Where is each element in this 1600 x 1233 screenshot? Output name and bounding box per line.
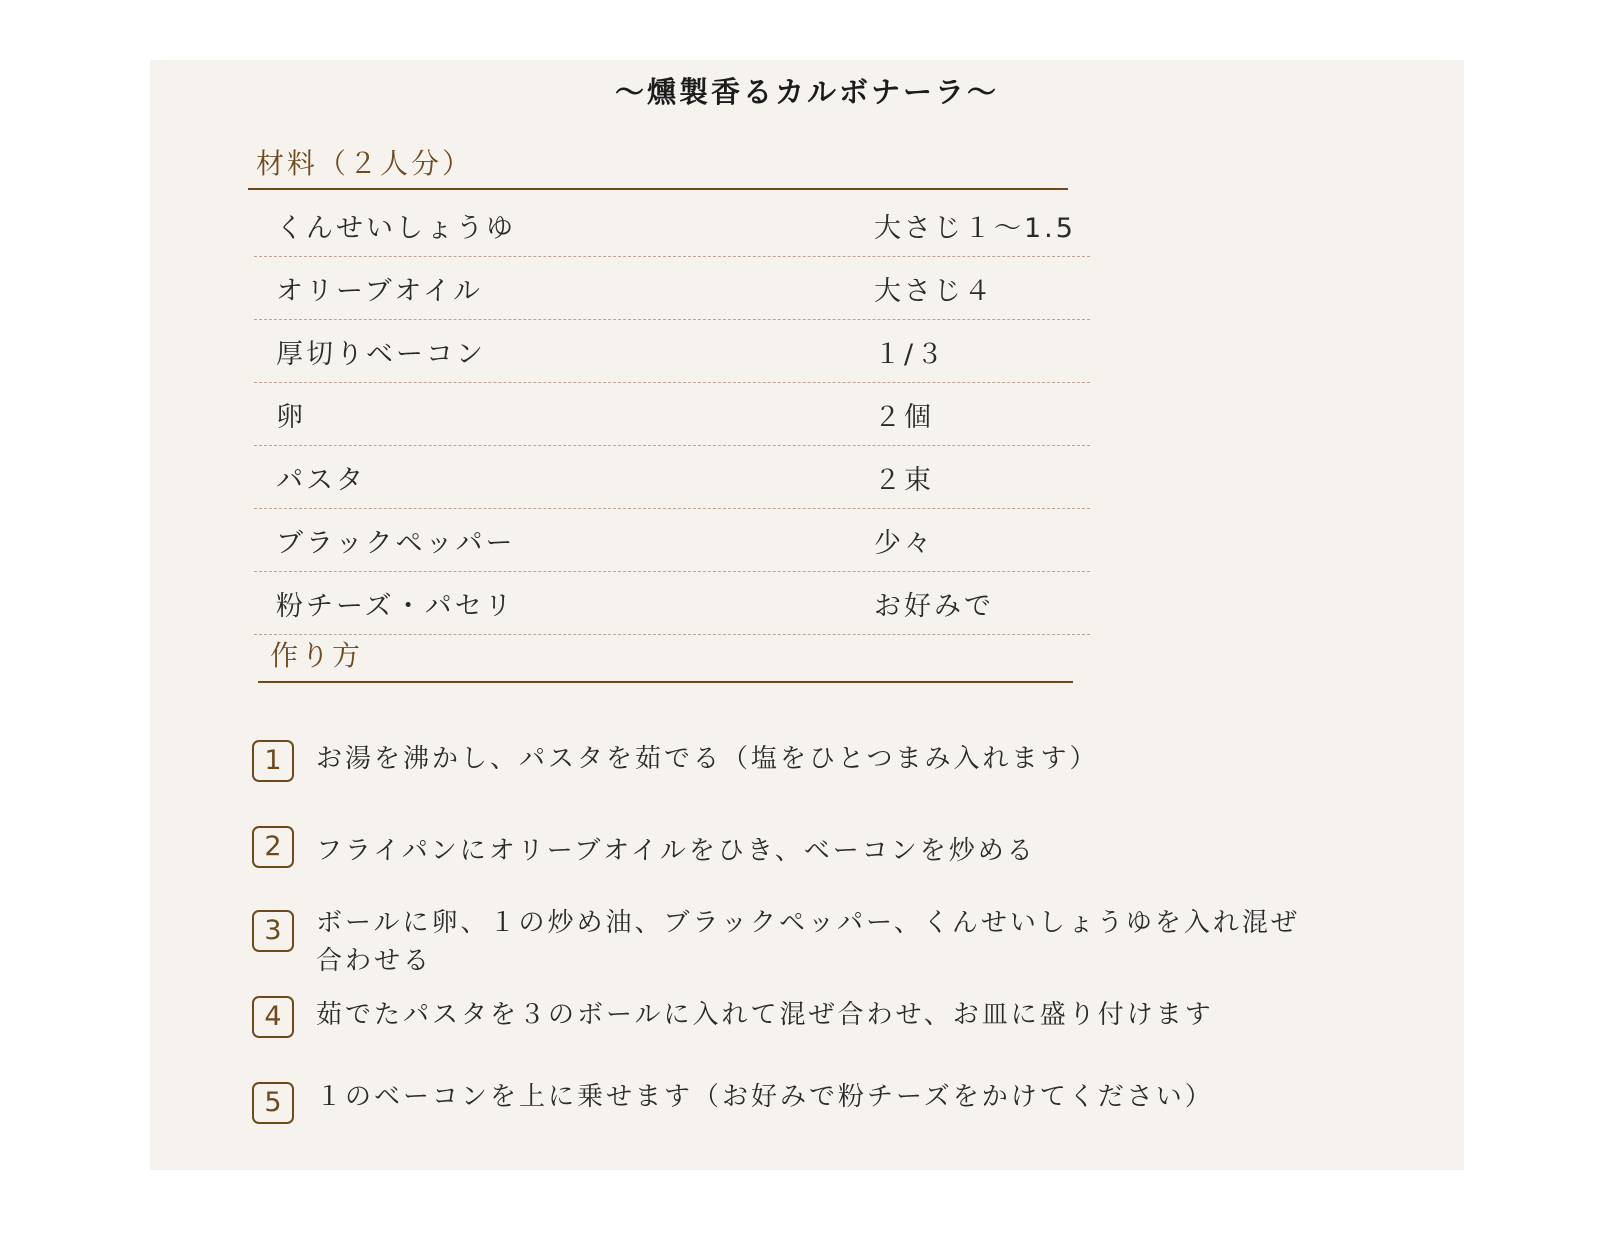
- ingredient-quantity: １/３: [874, 339, 947, 370]
- step-number-badge: 2: [252, 826, 294, 868]
- ingredient-name: くんせいしょうゆ: [276, 213, 516, 244]
- step-text: 茹でたパスタを３のボールに入れて混ぜ合わせ、お皿に盛り付けます: [316, 1000, 1214, 1030]
- ingredient-row: [254, 320, 1090, 383]
- ingredient-name: 粉チーズ・パセリ: [276, 591, 515, 622]
- step-number-badge: 4: [252, 996, 294, 1038]
- ingredients-heading: 材料（２人分）: [256, 147, 474, 180]
- ingredient-quantity: 大さじ４: [874, 276, 994, 307]
- ingredients-list: [254, 194, 1090, 635]
- ingredient-name: 厚切りベーコン: [276, 339, 486, 370]
- ingredient-name: パスタ: [276, 465, 366, 496]
- method-heading-rule: [258, 681, 1073, 683]
- ingredient-row: [254, 194, 1090, 257]
- recipe-card: [150, 60, 1464, 1170]
- ingredient-quantity: ２個: [874, 402, 934, 433]
- ingredient-quantity: 大さじ１～1.5: [874, 213, 1076, 244]
- ingredient-quantity: お好みで: [874, 591, 994, 622]
- step-number-badge: 3: [252, 910, 294, 952]
- ingredient-name: ブラックペッパー: [276, 528, 516, 559]
- ingredient-quantity: ２束: [874, 465, 934, 496]
- ingredient-row: [254, 383, 1090, 446]
- ingredients-heading-rule: [248, 188, 1068, 190]
- ingredient-row: [254, 446, 1090, 509]
- recipe-title: ～燻製香るカルボナーラ～: [614, 75, 999, 109]
- ingredient-name: 卵: [276, 402, 306, 433]
- method-heading: 作り方: [270, 639, 364, 672]
- ingredient-row: [254, 509, 1090, 572]
- step-text: ボールに卵、１の炒め油、ブラックペッパー、くんせいしょうゆを入れ混ぜ合わせる: [316, 908, 1300, 976]
- step-text: フライパンにオリーブオイルをひき、ベーコンを炒める: [316, 836, 1036, 866]
- step-text: お湯を沸かし、パスタを茹でる（塩をひとつまみ入れます）: [316, 744, 1099, 774]
- ingredient-name: オリーブオイル: [276, 276, 484, 307]
- ingredient-row: [254, 572, 1090, 635]
- step-text: １のベーコンを上に乗せます（お好みで粉チーズをかけてください）: [316, 1082, 1214, 1112]
- step-number-badge: 1: [252, 740, 294, 782]
- ingredient-quantity: 少々: [874, 528, 934, 559]
- ingredient-row: [254, 257, 1090, 320]
- step-number-badge: 5: [252, 1082, 294, 1124]
